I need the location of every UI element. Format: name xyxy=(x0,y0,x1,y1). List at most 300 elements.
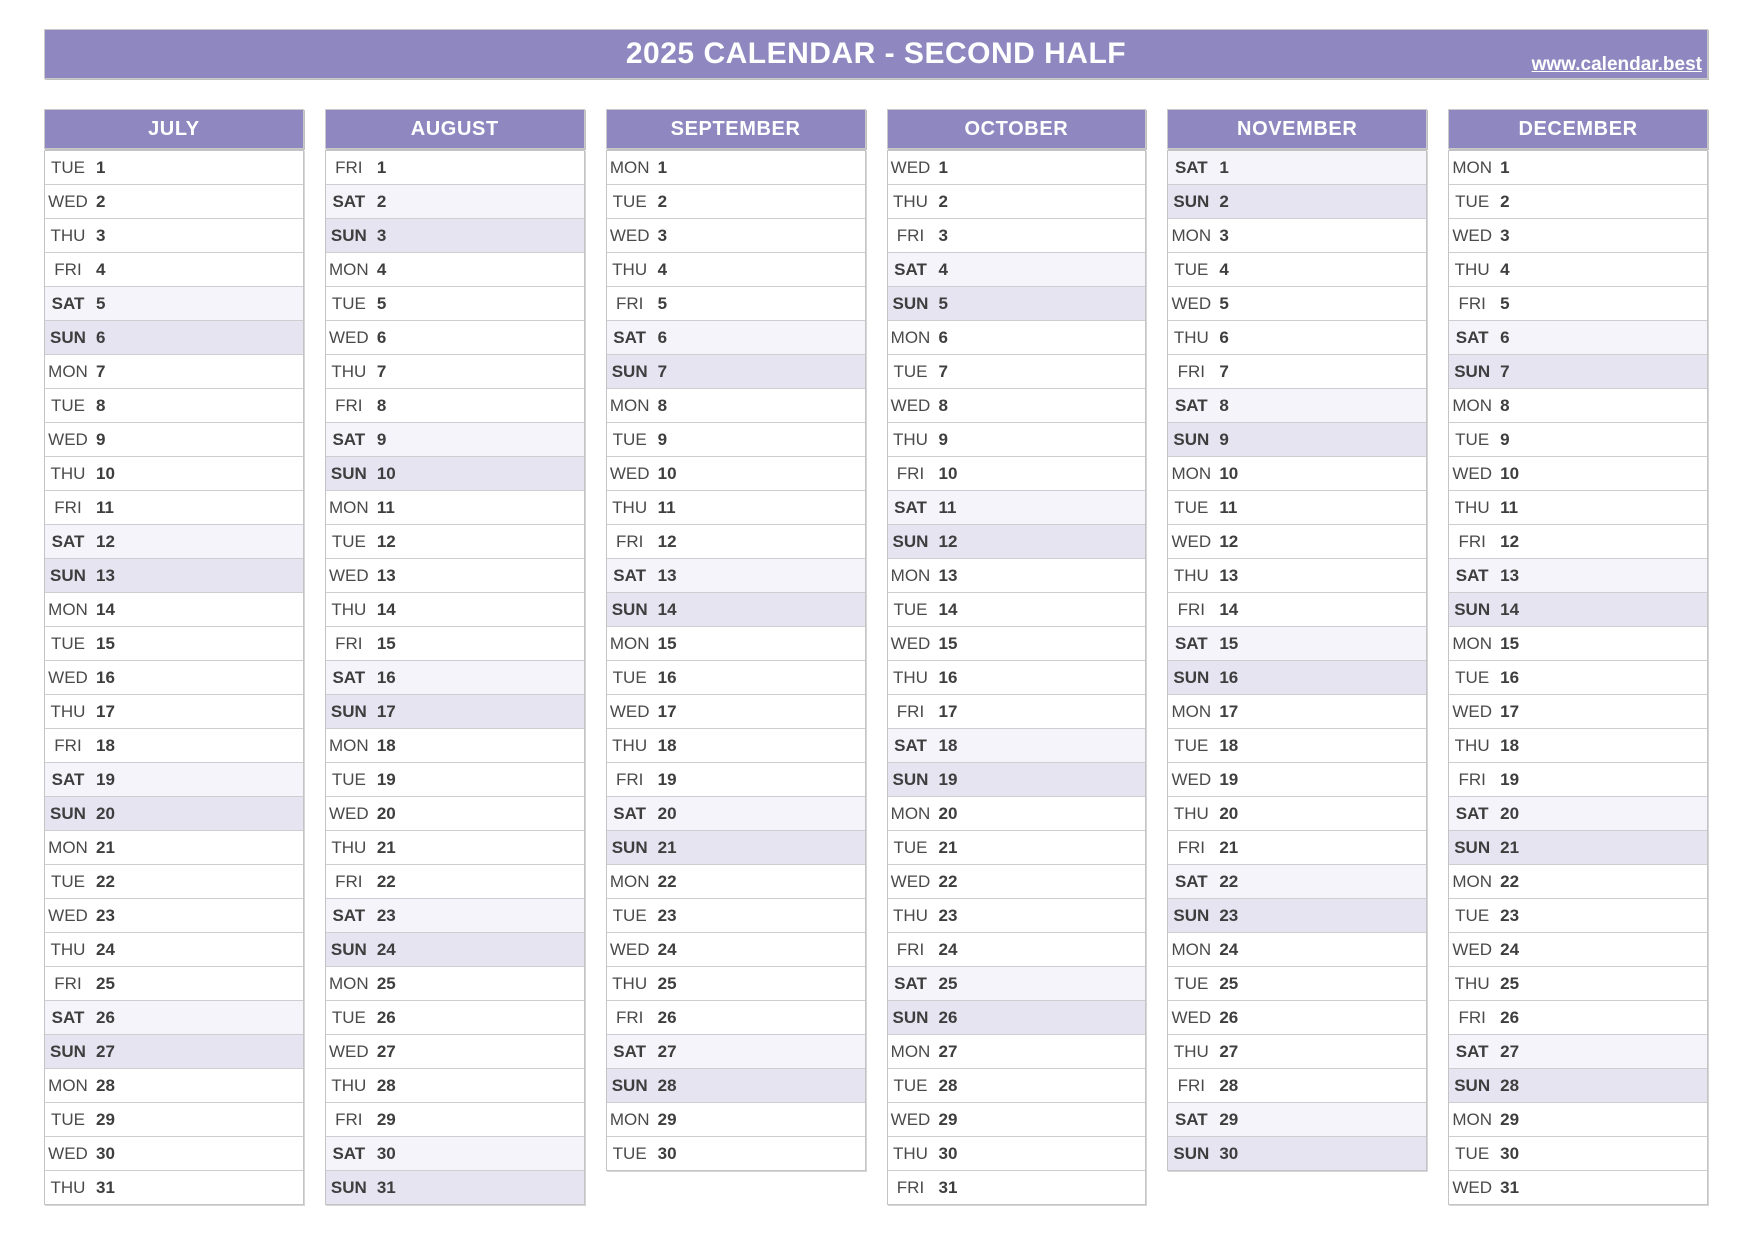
day-row xyxy=(1168,457,1426,491)
day-abbr: SAT xyxy=(1455,327,1489,347)
day-abbr: SUN xyxy=(1173,905,1210,925)
day-number: 8 xyxy=(96,395,106,415)
day-row xyxy=(1168,1103,1426,1137)
day-abbr: THU xyxy=(612,259,648,279)
day-number: 10 xyxy=(96,463,115,483)
day-abbr: TUE xyxy=(1174,735,1209,755)
day-row xyxy=(607,559,865,593)
day-row xyxy=(1168,763,1426,797)
day-row xyxy=(607,899,865,933)
day-abbr: TUE xyxy=(893,361,928,381)
day-row xyxy=(888,729,1146,763)
day-row xyxy=(1449,491,1707,525)
day-number: 28 xyxy=(1219,1075,1239,1095)
day-row xyxy=(607,355,865,389)
day-row xyxy=(45,491,303,525)
day-number: 17 xyxy=(96,701,115,721)
day-row xyxy=(1449,287,1707,321)
day-abbr: SAT xyxy=(613,327,647,347)
day-number: 5 xyxy=(96,293,106,313)
day-number: 28 xyxy=(657,1075,677,1095)
day-row xyxy=(1168,491,1426,525)
day-number: 12 xyxy=(96,531,115,551)
day-abbr: SAT xyxy=(1174,395,1208,415)
day-number: 15 xyxy=(376,633,396,653)
day-number: 13 xyxy=(657,565,677,585)
day-row xyxy=(1168,695,1426,729)
day-row xyxy=(607,695,865,729)
day-abbr: SUN xyxy=(1173,667,1210,687)
day-row xyxy=(326,899,584,933)
day-abbr: FRI xyxy=(335,633,363,653)
day-number: 7 xyxy=(938,361,948,381)
day-number: 16 xyxy=(1500,667,1520,687)
month-header: SEPTEMBER xyxy=(606,109,866,149)
day-abbr: SUN xyxy=(330,225,367,245)
day-number: 9 xyxy=(1219,429,1229,449)
day-number: 20 xyxy=(1219,803,1239,823)
day-row xyxy=(326,253,584,287)
day-row xyxy=(1449,1103,1707,1137)
day-number: 9 xyxy=(1500,429,1510,449)
day-row xyxy=(888,593,1146,627)
day-row xyxy=(1168,865,1426,899)
site-link[interactable]: www.calendar.best xyxy=(1531,54,1702,75)
month-column-july xyxy=(44,109,304,1205)
day-row xyxy=(888,899,1146,933)
day-number: 17 xyxy=(1500,701,1520,721)
day-row xyxy=(607,423,865,457)
day-row xyxy=(1449,729,1707,763)
day-number: 13 xyxy=(376,565,396,585)
day-number: 12 xyxy=(1219,531,1239,551)
day-abbr: MON xyxy=(48,361,88,381)
day-abbr: TUE xyxy=(331,293,366,313)
day-number: 5 xyxy=(938,293,948,313)
day-row xyxy=(326,967,584,1001)
day-number: 21 xyxy=(1500,837,1520,857)
day-abbr: SAT xyxy=(332,1143,366,1163)
day-number: 4 xyxy=(96,259,106,279)
day-row xyxy=(326,1171,584,1204)
day-row xyxy=(1168,627,1426,661)
day-number: 28 xyxy=(1500,1075,1520,1095)
month-header: DECEMBER xyxy=(1448,109,1708,149)
day-number: 9 xyxy=(376,429,387,449)
day-row xyxy=(326,1035,584,1069)
day-row xyxy=(45,695,303,729)
day-abbr: TUE xyxy=(1455,667,1490,687)
day-abbr: FRI xyxy=(896,225,925,245)
day-abbr: THU xyxy=(331,1075,367,1095)
day-number: 14 xyxy=(938,599,958,619)
month-header: JULY xyxy=(44,109,304,149)
day-number: 24 xyxy=(376,939,396,959)
day-number: 20 xyxy=(938,803,958,823)
day-number: 21 xyxy=(1219,837,1239,857)
day-row xyxy=(1449,763,1707,797)
day-number: 14 xyxy=(96,599,115,619)
day-abbr: THU xyxy=(50,939,86,959)
day-number: 25 xyxy=(1219,973,1239,993)
day-row xyxy=(326,763,584,797)
day-number: 25 xyxy=(938,973,958,993)
day-number: 21 xyxy=(938,837,958,857)
day-abbr: WED xyxy=(609,225,650,245)
day-number: 7 xyxy=(96,361,106,381)
day-abbr: SUN xyxy=(50,565,86,585)
day-number: 4 xyxy=(376,259,387,279)
day-row xyxy=(1449,389,1707,423)
day-row xyxy=(326,1103,584,1137)
day-number: 3 xyxy=(657,225,668,245)
day-abbr: FRI xyxy=(615,531,644,551)
day-abbr: THU xyxy=(612,735,648,755)
day-row xyxy=(1168,423,1426,457)
day-row xyxy=(1168,355,1426,389)
day-abbr: SAT xyxy=(332,667,366,687)
day-number: 22 xyxy=(657,871,677,891)
day-number: 31 xyxy=(376,1177,396,1197)
day-abbr: TUE xyxy=(612,1143,647,1163)
day-number: 20 xyxy=(657,803,677,823)
day-number: 16 xyxy=(96,667,115,687)
day-row xyxy=(607,729,865,763)
day-abbr: FRI xyxy=(896,939,925,959)
day-number: 17 xyxy=(938,701,958,721)
day-number: 27 xyxy=(1500,1041,1520,1061)
day-row xyxy=(1449,151,1707,185)
day-row xyxy=(1449,185,1707,219)
day-abbr: SAT xyxy=(332,905,366,925)
day-abbr: SAT xyxy=(894,497,927,517)
day-row xyxy=(45,1069,303,1103)
day-abbr: SUN xyxy=(330,463,367,483)
day-number: 11 xyxy=(1219,497,1238,517)
day-abbr: TUE xyxy=(1455,429,1490,449)
day-row xyxy=(1449,1001,1707,1035)
day-row xyxy=(888,797,1146,831)
day-number: 14 xyxy=(376,599,396,619)
day-number: 28 xyxy=(938,1075,958,1095)
day-abbr: SAT xyxy=(1174,633,1208,653)
day-row xyxy=(607,797,865,831)
day-number: 3 xyxy=(1500,225,1510,245)
day-number: 16 xyxy=(1219,667,1239,687)
day-abbr: SUN xyxy=(1454,837,1491,857)
day-number: 18 xyxy=(1500,735,1520,755)
months-grid xyxy=(44,109,1708,1205)
day-number: 4 xyxy=(938,259,948,279)
day-row xyxy=(607,525,865,559)
day-abbr: THU xyxy=(50,225,86,245)
day-row xyxy=(1168,899,1426,933)
day-row xyxy=(1449,423,1707,457)
day-row xyxy=(607,1035,865,1069)
day-row xyxy=(45,1171,303,1204)
day-row xyxy=(888,1035,1146,1069)
day-abbr: TUE xyxy=(51,157,85,177)
day-abbr: SAT xyxy=(894,735,927,755)
day-abbr: MON xyxy=(890,803,931,823)
day-number: 15 xyxy=(1219,633,1239,653)
day-abbr: WED xyxy=(1171,1007,1212,1027)
day-row xyxy=(45,185,303,219)
day-number: 3 xyxy=(938,225,948,245)
day-abbr: WED xyxy=(609,463,650,483)
day-row xyxy=(888,457,1146,491)
day-number: 15 xyxy=(96,633,115,653)
day-abbr: THU xyxy=(1173,1041,1209,1061)
month-column-september xyxy=(606,109,866,1171)
day-number: 9 xyxy=(96,429,106,449)
day-abbr: SAT xyxy=(51,531,85,551)
day-number: 20 xyxy=(96,803,115,823)
day-abbr: TUE xyxy=(1174,973,1209,993)
day-abbr: FRI xyxy=(615,293,644,313)
day-number: 18 xyxy=(376,735,396,755)
day-number: 28 xyxy=(376,1075,396,1095)
day-row xyxy=(607,763,865,797)
month-header: AUGUST xyxy=(325,109,585,149)
day-abbr: MON xyxy=(1171,939,1212,959)
day-row xyxy=(1168,1035,1426,1069)
day-abbr: MON xyxy=(48,1075,88,1095)
day-row xyxy=(888,423,1146,457)
day-abbr: THU xyxy=(893,191,928,211)
day-row xyxy=(1168,933,1426,967)
day-abbr: SUN xyxy=(50,327,86,347)
day-abbr: SAT xyxy=(332,191,366,211)
day-number: 12 xyxy=(938,531,958,551)
day-abbr: THU xyxy=(1173,327,1209,347)
day-row xyxy=(888,831,1146,865)
day-row xyxy=(888,967,1146,1001)
day-number: 16 xyxy=(376,667,396,687)
day-abbr: TUE xyxy=(51,1109,85,1129)
day-abbr: WED xyxy=(1452,463,1492,483)
day-abbr: MON xyxy=(328,259,369,279)
day-row xyxy=(607,1137,865,1170)
day-abbr: SAT xyxy=(51,1007,85,1027)
day-abbr: WED xyxy=(1452,701,1492,721)
day-row xyxy=(888,287,1146,321)
day-row xyxy=(1168,219,1426,253)
day-number: 13 xyxy=(96,565,115,585)
day-number: 2 xyxy=(1219,191,1229,211)
month-column-october xyxy=(887,109,1147,1205)
day-number: 19 xyxy=(1219,769,1239,789)
day-abbr: THU xyxy=(331,599,367,619)
month-days xyxy=(1448,150,1708,1205)
day-abbr: SAT xyxy=(894,259,927,279)
day-abbr: FRI xyxy=(1458,531,1486,551)
day-number: 23 xyxy=(96,905,115,925)
day-row xyxy=(45,899,303,933)
day-number: 16 xyxy=(938,667,958,687)
day-number: 6 xyxy=(1500,327,1510,347)
day-row xyxy=(45,287,303,321)
day-row xyxy=(1449,831,1707,865)
day-abbr: FRI xyxy=(335,395,363,415)
day-row xyxy=(1168,797,1426,831)
day-number: 5 xyxy=(657,293,668,313)
day-row xyxy=(1168,321,1426,355)
day-row xyxy=(45,253,303,287)
day-row xyxy=(888,185,1146,219)
day-number: 22 xyxy=(1219,871,1239,891)
day-number: 29 xyxy=(938,1109,958,1129)
day-abbr: FRI xyxy=(896,701,925,721)
day-abbr: SUN xyxy=(50,803,86,823)
day-abbr: TUE xyxy=(612,191,647,211)
day-number: 19 xyxy=(96,769,115,789)
day-number: 13 xyxy=(1500,565,1520,585)
day-number: 25 xyxy=(1500,973,1520,993)
day-number: 15 xyxy=(657,633,677,653)
day-row xyxy=(1168,389,1426,423)
day-abbr: FRI xyxy=(896,463,925,483)
day-abbr: SUN xyxy=(1454,1075,1491,1095)
day-number: 10 xyxy=(938,463,958,483)
day-abbr: WED xyxy=(48,667,88,687)
day-abbr: MON xyxy=(890,565,931,585)
day-abbr: FRI xyxy=(1177,837,1206,857)
day-abbr: SAT xyxy=(1174,157,1208,177)
day-number: 14 xyxy=(1219,599,1239,619)
day-row xyxy=(45,593,303,627)
day-row xyxy=(45,457,303,491)
day-number: 1 xyxy=(376,157,387,177)
day-abbr: MON xyxy=(1452,157,1492,177)
day-number: 26 xyxy=(376,1007,396,1027)
day-number: 10 xyxy=(1500,463,1520,483)
day-abbr: THU xyxy=(1454,497,1490,517)
day-number: 7 xyxy=(1500,361,1510,381)
day-abbr: WED xyxy=(328,1041,369,1061)
day-row xyxy=(888,559,1146,593)
day-row xyxy=(326,1001,584,1035)
day-number: 2 xyxy=(376,191,387,211)
day-number: 29 xyxy=(1219,1109,1239,1129)
day-number: 13 xyxy=(938,565,958,585)
day-abbr: THU xyxy=(1454,259,1490,279)
day-abbr: FRI xyxy=(1458,1007,1486,1027)
day-abbr: WED xyxy=(1452,1177,1492,1197)
day-row xyxy=(326,151,584,185)
day-abbr: THU xyxy=(893,905,928,925)
day-abbr: WED xyxy=(328,565,369,585)
day-number: 5 xyxy=(1219,293,1229,313)
day-row xyxy=(326,321,584,355)
day-number: 31 xyxy=(938,1177,958,1197)
day-number: 23 xyxy=(938,905,958,925)
day-row xyxy=(326,423,584,457)
day-number: 27 xyxy=(657,1041,677,1061)
day-abbr: SAT xyxy=(613,565,647,585)
day-abbr: SUN xyxy=(330,1177,367,1197)
day-abbr: SUN xyxy=(330,939,367,959)
day-abbr: SUN xyxy=(1173,429,1210,449)
day-abbr: WED xyxy=(48,191,88,211)
day-abbr: TUE xyxy=(1455,191,1490,211)
day-abbr: SAT xyxy=(1455,803,1489,823)
day-number: 23 xyxy=(1500,905,1520,925)
day-row xyxy=(326,933,584,967)
day-number: 19 xyxy=(657,769,677,789)
day-number: 25 xyxy=(657,973,677,993)
day-abbr: SUN xyxy=(892,531,929,551)
day-row xyxy=(607,389,865,423)
day-abbr: FRI xyxy=(54,497,82,517)
day-number: 30 xyxy=(657,1143,677,1163)
month-days xyxy=(44,150,304,1205)
day-number: 3 xyxy=(1219,225,1229,245)
day-abbr: MON xyxy=(890,1041,931,1061)
day-abbr: THU xyxy=(1173,565,1209,585)
day-row xyxy=(45,389,303,423)
day-abbr: FRI xyxy=(54,973,82,993)
day-number: 21 xyxy=(657,837,677,857)
day-row xyxy=(607,1001,865,1035)
day-row xyxy=(1449,967,1707,1001)
day-abbr: SAT xyxy=(51,769,85,789)
day-abbr: MON xyxy=(48,837,88,857)
day-abbr: TUE xyxy=(893,1075,928,1095)
day-number: 11 xyxy=(96,497,114,517)
day-row xyxy=(888,491,1146,525)
day-abbr: THU xyxy=(50,1177,86,1197)
day-abbr: WED xyxy=(48,429,88,449)
day-number: 1 xyxy=(96,157,106,177)
day-number: 22 xyxy=(376,871,396,891)
day-number: 20 xyxy=(1500,803,1520,823)
day-number: 6 xyxy=(376,327,387,347)
day-row xyxy=(1449,899,1707,933)
day-row xyxy=(326,831,584,865)
month-column-november xyxy=(1167,109,1427,1171)
day-abbr: FRI xyxy=(615,1007,644,1027)
day-abbr: FRI xyxy=(335,1109,363,1129)
day-number: 16 xyxy=(657,667,677,687)
day-number: 12 xyxy=(657,531,677,551)
day-abbr: TUE xyxy=(1174,497,1209,517)
day-row xyxy=(326,695,584,729)
day-row xyxy=(607,151,865,185)
day-number: 30 xyxy=(1500,1143,1520,1163)
day-row xyxy=(888,1069,1146,1103)
day-abbr: SUN xyxy=(611,599,648,619)
day-row xyxy=(1168,1001,1426,1035)
day-row xyxy=(888,865,1146,899)
day-row xyxy=(607,1103,865,1137)
day-abbr: MON xyxy=(1171,225,1212,245)
day-number: 11 xyxy=(1500,497,1519,517)
day-row xyxy=(1168,525,1426,559)
day-row xyxy=(1168,729,1426,763)
day-row xyxy=(326,797,584,831)
day-abbr: FRI xyxy=(615,769,644,789)
day-abbr: MON xyxy=(1452,871,1492,891)
day-abbr: WED xyxy=(1171,293,1212,313)
day-row xyxy=(45,967,303,1001)
day-abbr: WED xyxy=(1171,769,1212,789)
day-number: 30 xyxy=(96,1143,115,1163)
day-row xyxy=(326,525,584,559)
day-row xyxy=(1449,797,1707,831)
day-abbr: SAT xyxy=(613,803,647,823)
day-row xyxy=(326,457,584,491)
